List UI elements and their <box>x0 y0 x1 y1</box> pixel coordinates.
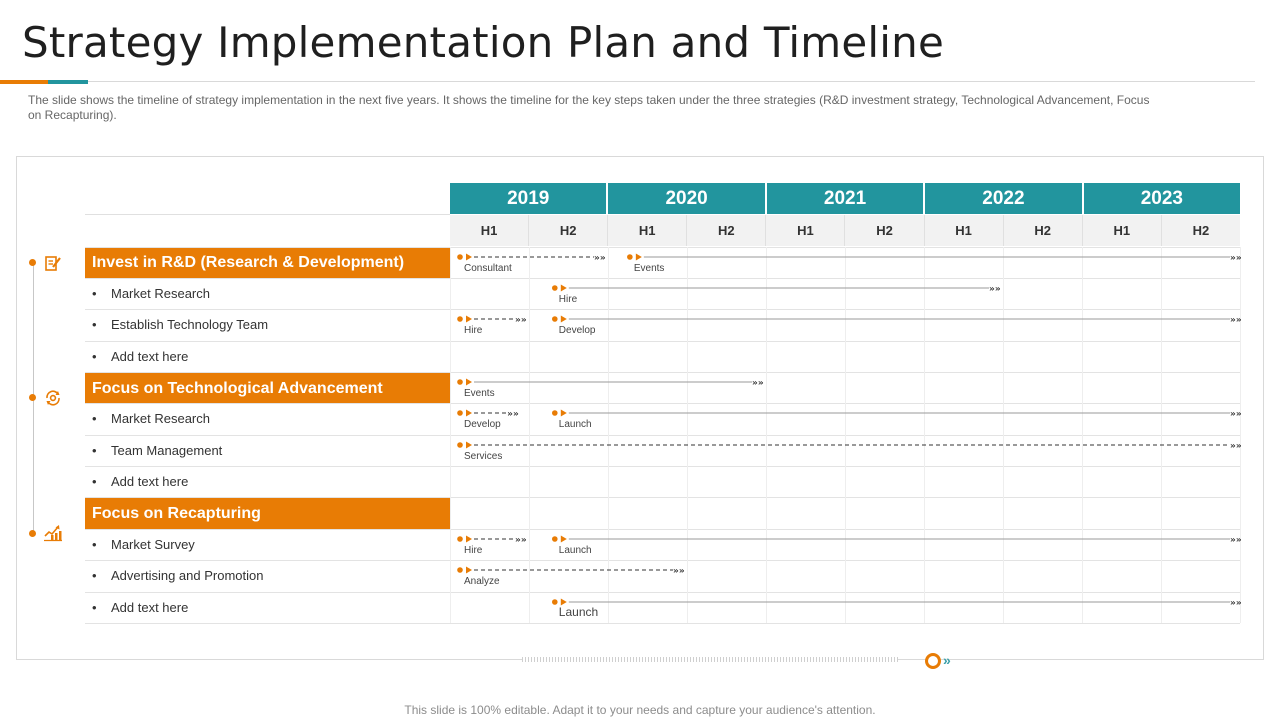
task-label: • Market Research <box>92 411 210 426</box>
task-end-chevrons: »» <box>515 535 527 546</box>
year-header-cell: 2023 <box>1084 183 1240 214</box>
task-label-tag: Develop <box>558 325 596 336</box>
task-label-tag: Hire <box>464 325 483 336</box>
task-end-chevrons: »» <box>1230 441 1242 452</box>
task-start-dot <box>457 254 463 260</box>
scrollbar-track[interactable] <box>522 657 898 662</box>
task-label-tag: Launch <box>558 419 592 430</box>
task-label-text: Market Research <box>111 411 210 426</box>
strategy-header-recapture: Focus on Recapturing <box>85 498 450 529</box>
task-start-arrow <box>561 316 567 323</box>
task-start-dot <box>457 536 463 542</box>
task-label-text: Add text here <box>111 474 189 489</box>
task-label-text: Advertising and Promotion <box>111 568 264 583</box>
task-start-arrow <box>561 410 567 417</box>
task-start-arrow <box>466 379 472 386</box>
task-label-tag: Hire <box>558 294 578 305</box>
half-year-cell: H2 <box>845 215 924 246</box>
task-label-tag: Consultant <box>464 263 512 274</box>
task-label-tag: Launch <box>558 605 599 619</box>
task-start-arrow <box>466 442 472 449</box>
task-end-chevrons: »» <box>594 253 606 264</box>
task-label: • Add text here <box>92 349 189 364</box>
half-year-cell: H1 <box>766 215 845 246</box>
task-start-dot <box>457 567 463 573</box>
slide-intro-text: The slide shows the timeline of strategy implementation in the next five years. It shows the timeline for the key steps taken under the three strategies (R&D investment strategy, Technological Advancement, Focus on Recapturing). <box>28 93 1150 122</box>
task-start-arrow <box>466 536 472 543</box>
slide-footer-note: This slide is 100% editable. Adapt it to your needs and capture your audience's attention. <box>404 703 876 717</box>
task-start-dot <box>457 379 463 385</box>
half-year-cell: H1 <box>1083 215 1162 246</box>
task-start-arrow <box>466 254 472 261</box>
task-label: • Market Research <box>92 286 210 301</box>
task-start-dot <box>552 316 558 322</box>
year-header-cell: 2022 <box>925 183 1083 214</box>
task-end-chevrons: »» <box>673 566 685 577</box>
task-start-arrow <box>466 567 472 574</box>
task-start-dot <box>552 285 558 291</box>
task-label: • Advertising and Promotion <box>92 568 264 583</box>
task-label-tag: Develop <box>464 419 501 430</box>
task-label-text: Team Management <box>111 443 223 458</box>
task-end-chevrons: »» <box>515 315 527 326</box>
task-start-dot <box>552 536 558 542</box>
task-label-tag: Hire <box>464 545 483 556</box>
task-label-text: Add text here <box>111 349 189 364</box>
task-start-arrow <box>466 316 472 323</box>
strategy-header-tech: Focus on Technological Advancement <box>85 373 450 404</box>
half-year-cell: H2 <box>687 215 766 246</box>
task-label-text: Establish Technology Team <box>111 317 269 332</box>
half-year-cell: H2 <box>1192 223 1210 238</box>
task-label-tag: Events <box>633 263 665 274</box>
task-label: • Add text here <box>92 600 189 615</box>
task-end-chevrons: »» <box>1230 409 1242 420</box>
task-end-chevrons: »» <box>1230 315 1242 326</box>
task-label-text: Market Research <box>111 286 210 301</box>
task-end-chevrons: »» <box>1230 598 1242 609</box>
task-start-dot <box>457 410 463 416</box>
task-end-chevrons: »» <box>989 284 1001 295</box>
task-start-arrow <box>636 254 642 261</box>
task-label: • Add text here <box>92 474 189 489</box>
slide-title: Strategy Implementation Plan and Timeline <box>22 18 945 67</box>
half-year-cell: H1 <box>925 215 1004 246</box>
year-header-cell: 2021 <box>767 183 925 214</box>
task-label-text: Market Survey <box>111 537 195 552</box>
task-end-chevrons: »» <box>752 378 764 389</box>
task-start-dot <box>457 316 463 322</box>
half-year-cell: H2 <box>529 215 608 246</box>
task-label: • Market Survey <box>92 537 195 552</box>
task-label-tag: Events <box>464 388 495 399</box>
task-label-tag: Analyze <box>464 576 500 587</box>
task-start-dot <box>552 599 558 605</box>
half-year-cell: H1 <box>608 215 687 246</box>
task-start-arrow <box>466 410 472 417</box>
task-end-chevrons: »» <box>1230 253 1242 264</box>
task-start-dot <box>457 442 463 448</box>
task-label-text: Add text here <box>111 600 189 615</box>
task-label: • Team Management <box>92 443 223 458</box>
year-header-cell: 2020 <box>608 183 766 214</box>
task-start-arrow <box>561 285 567 292</box>
half-year-cell: H2 <box>1004 215 1083 246</box>
task-label-tag: Services <box>464 451 503 462</box>
task-label-tag: Launch <box>558 545 592 556</box>
task-start-dot <box>552 410 558 416</box>
task-label: • Establish Technology Team <box>92 317 269 332</box>
strategy-header-rd: Invest in R&D (Research & Development) <box>85 247 450 278</box>
task-end-chevrons: »» <box>507 409 519 420</box>
task-start-arrow <box>561 536 567 543</box>
scroll-thumb[interactable] <box>925 653 941 669</box>
half-year-cell: H1 <box>450 215 529 246</box>
task-end-chevrons: »» <box>1230 535 1242 546</box>
year-header-cell: 2019 <box>450 183 608 214</box>
chevron-right-icon[interactable]: » <box>943 652 951 668</box>
task-start-dot <box>627 254 633 260</box>
